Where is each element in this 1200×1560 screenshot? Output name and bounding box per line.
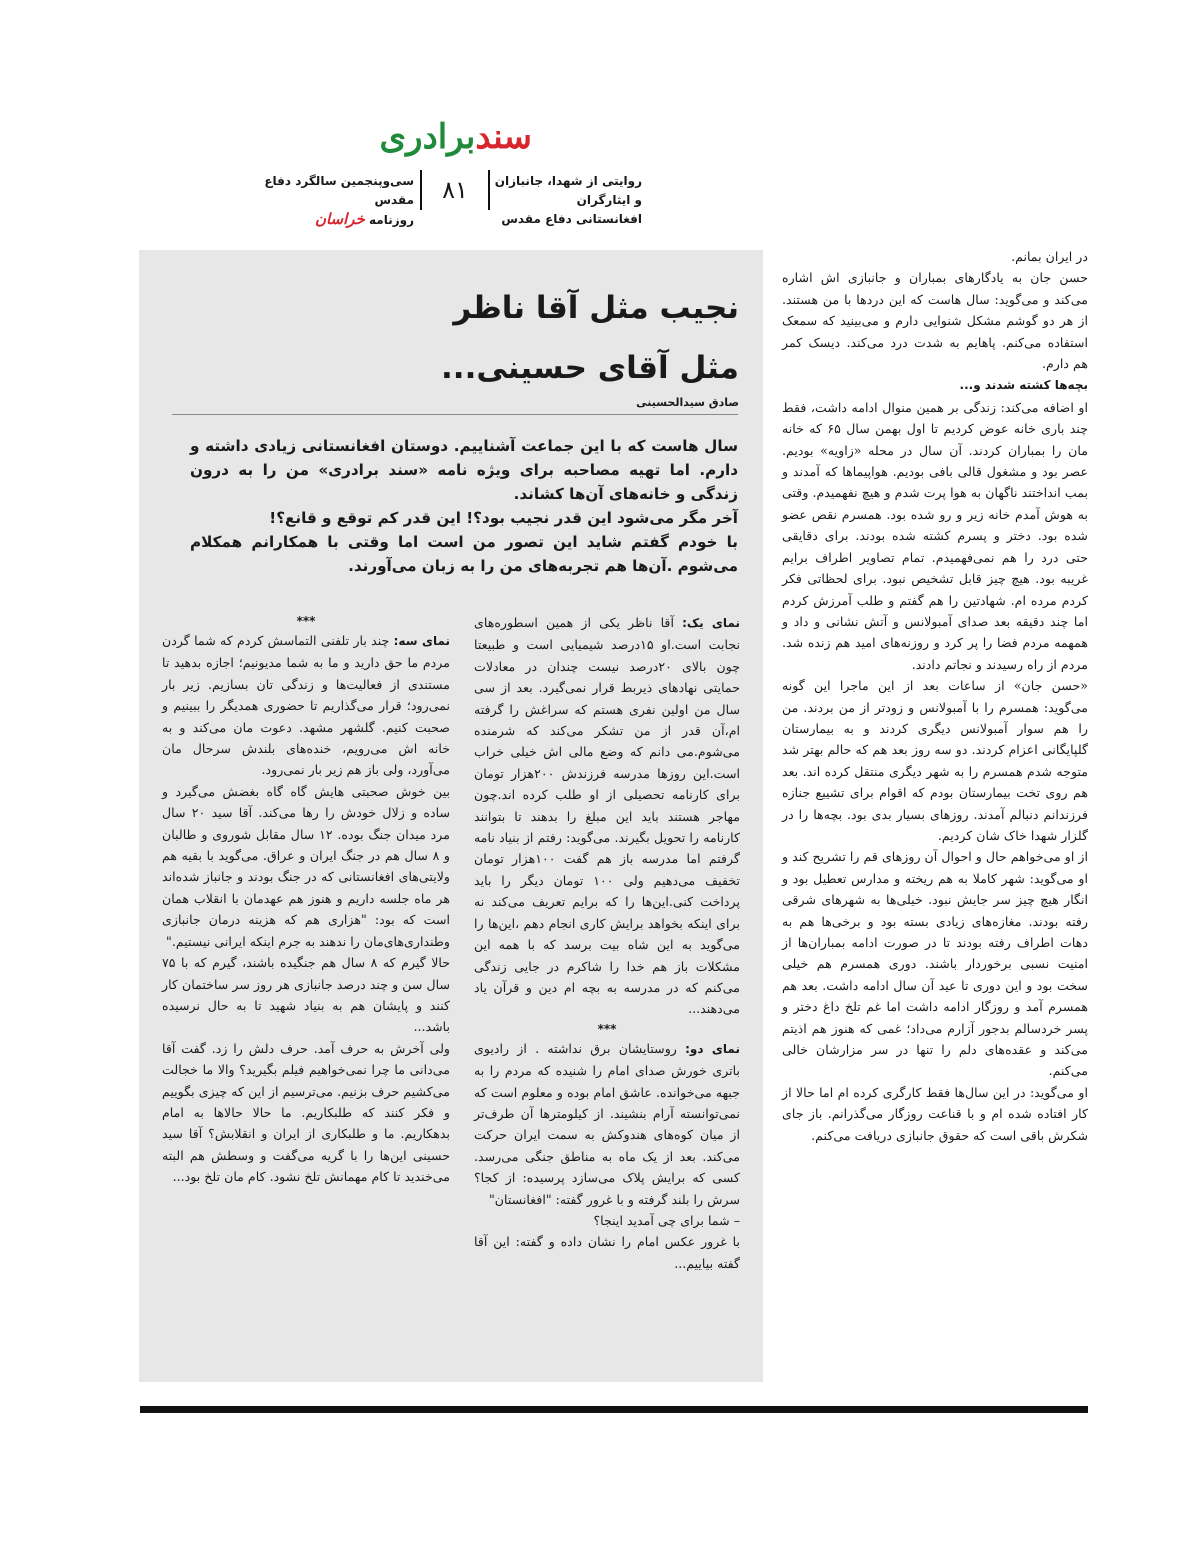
- paragraph: – شما برای چی آمدید اینجا؟: [593, 1212, 740, 1228]
- article-lead: [190, 434, 738, 578]
- tagline-line2: افغانستانی دفاع مقدس: [501, 212, 642, 226]
- logo-part-red: سند: [475, 117, 532, 157]
- logo-wordmark: [379, 117, 532, 157]
- right-text-column: [782, 246, 1088, 1146]
- paragraph: نمای یک: آقا ناظر یکی از همین اسطوره‌های نجابت است.او ۱۵درصد شیمیایی است و طبیعتا چون بالای ۲۰درصد نیست چندان در معادلات حمایتی نهادهای ذیربط قرار نمی‌گیرد. بعد از سی سال من اولین نفری هستم که سراغش را گرفته ام،آن قدر از من تشکر می‌کند که شرمنده می‌شوم.می دانم که وضع مالی اش خیلی خراب است.این روزها مدرسه فرزندش ۲۰۰هزار تومان برای کارنامه تحصیلی از او طلب کرده اند.چون مهاجر هستند باید این مبلغ را بدهند تا بتوانند کارنامه را تحویل بگیرند. می‌گوید: رفتم از بنیاد نامه گرفتم اما مدرسه باز هم گفت ۱۰۰هزار تومان تخفیف می‌دهیم ولی ۱۰۰ تومان دیگر را باید پرداخت کنی.این‌ها را که برایم تعریف می‌کند نه برای اینکه بخواهد برایش کاری انجام دهم ،این‌ها را می‌گوید به این شاه بیت برسد که با همه این مشکلات باز هم خدا را شاکرم در جایی زندگی می‌کنم که در مدرسه به بچه ام دین و قرآن یاد می‌دهند...: [474, 615, 740, 1017]
- newspaper-name: خراسان: [314, 210, 365, 228]
- paragraph: با غرور عکس امام را نشان داده و گفته: این آقا گفته بیاییم...: [474, 1234, 740, 1271]
- logo-part-green: برادری: [379, 117, 476, 157]
- left-text-column: [162, 612, 450, 1188]
- tagline-line1: روایتی از شهدا، جانبازان و ایثارگران: [494, 174, 642, 207]
- lead-paragraph: آخر مگر می‌شود این قدر نجیب بود؟! این قدر کم توقع و قانع؟!: [269, 509, 738, 527]
- paragraph: در ایران بمانم.: [1011, 249, 1088, 264]
- section-subheading: بچه‌ها کشته شدند و...: [959, 378, 1088, 393]
- header-tagline: [492, 172, 642, 229]
- scene-label: نمای سه:: [393, 634, 451, 648]
- section-separator: ***: [296, 614, 316, 628]
- paragraph: نمای سه: چند بار تلفنی التماسش کردم که شما گردن مردم ما حق دارید و ما به شما مدیونیم؛ اجازه بدهید تا مستندی از فعالیت‌ها و زندگی تان بسازیم. زیر بار نمی‌رود؛ قرار می‌گذاریم تا حضوری همدیگر را ببینیم و صحبت کنیم. گلشهر مشهد. دعوت مان می‌کند و به خانه اش می‌رویم، خنده‌های بلندش سرحال مان می‌آورد، ولی باز هم زیر بار نمی‌رود.: [162, 633, 451, 778]
- anniversary-text: سی‌وپنجمین سالگرد دفاع مقدس: [264, 174, 414, 207]
- scene-label: نمای دو:: [685, 1041, 740, 1056]
- paragraph: حسن جان به یادگارهای بمباران و جانبازی اش اشاره می‌کند و می‌گوید: سال هاست که این دردها با من هستند. از هر دو گوشم مشکل شنوایی دارم و می‌بینید که سمعک استفاده می‌کنم. پاهایم به شدت درد می‌کند. دیسک کمر هم دارم.: [782, 270, 1088, 372]
- section-separator: ***: [597, 1021, 617, 1036]
- paragraph: بین خوش صحبتی هایش گاه گاه بغضش می‌گیرد و ساده و زلال خودش را رها می‌کند. آقا سید ۲۰ سال مرد میدان جنگ بوده. ۱۲ سال مقابل شوروی و طالبان و ۸ سال هم در جنگ ایران و عراق. می‌گوید با بقیه هم ولایتی‌های افغانستانی که در جنگ بودند و جانباز شده‌اند هر ماه جلسه داریم و هنوز هم عهدمان با انقلاب همان است که بود: "هزاری هم که هزینه درمان جانبازی وطنداری‌های‌مان را ندهند به جرم اینکه ایرانی نیستیم.": [162, 783, 450, 949]
- paragraph: «حسن جان» از ساعات بعد از این ماجرا این گونه می‌گوید: همسرم را با آمبولانس و زودتر از من بردند. من را هم سوار آمبولانس دیگری کردند و به بیمارستان گلپایگانی اعزام کردند. دو سه روز بعد هم که حالم بهتر شد متوجه شدم همسرم را به شهر دیگری منتقل کرده اند. بعد هم روی تخت بیمارستان بودم که اقوام برای تشییع جنازه فرزندانم دنبالم آمدند. روزهای بسیار بدی بود. بچه‌ها را در گلزار شهدا خاک شان کردیم.: [782, 678, 1088, 843]
- middle-text-column: [474, 612, 740, 1274]
- paragraph: ولی آخرش به حرف آمد. حرف دلش را زد. گفت آقا می‌دانی ما چرا نمی‌خواهیم فیلم بگیرید؟ والا ما خجالت می‌کشیم حرف بزنیم. می‌ترسیم از این که چیزی بگوییم و فکر کنند که طلبکاریم. ما حالا حالاها به امام بدهکاریم. ما و طلبکاری از ایران و انقلابش؟ آقا سید حسینی این‌ها را با گریه می‌گفت و وسطش هم البته می‌خندید تا کام مهمانش تلخ نشود. کام مان تلخ بود...: [162, 1040, 450, 1185]
- paragraph: از او می‌خواهم حال و احوال آن روزهای قم را تشریح کند و او می‌گوید: شهر کاملا به هم ریخته و مدارس تعطیل بود و انگار هیچ چیز سر جایش نبود. خیلی‌ها به شهرهای شرقی رفته بودند. مغازه‌های زیادی بسته بود و برخی‌ها هم به دهات اطراف رفته بودند تا در صورت ادامه بمباران‌ها از امنیت نسبی برخوردار باشند. دوری همسرم هم خیلی سخت بود و این دوری تا عید آن سال ادامه داشت. بعد هم همسرم آمد و روزگار ادامه داشت اما غم تلخ داغ دختر و پسر خردسالم بدجور آزارم می‌داد؛ غمی که هنوز هم اذیتم می‌کند و عقده‌های دلم را تنها در سر مزارشان خالی می‌کنم.: [782, 849, 1088, 1079]
- paragraph: او می‌گوید: در این سال‌ها فقط کارگری کرده ام اما حالا از کار افتاده شده ام و با قناعت روزگار می‌گذرانم. باز جای شکرش باقی است که حقوق جانبازی دریافت می‌کنم.: [782, 1084, 1088, 1143]
- article-title-line2: مثل آقای حسینی...: [441, 350, 739, 386]
- article-author: صادق سیدالحسینی: [636, 396, 739, 409]
- lead-paragraph: با خودم گفتم شاید این تصور من است اما وقتی با همکارانم همکلام می‌شوم .آن‌ها هم تجربه‌های من را به زبان می‌آورند.: [190, 533, 738, 575]
- paragraph: او اضافه می‌کند: زندگی بر همین منوال ادامه داشت، فقط چند باری خانه عوض کردیم تا اول بهمن سال ۶۵ که خانه مان را بمباران کردند. آن سال در محله «زاویه» بودیم. عصر بود و مشغول قالی بافی بودیم. هواپیماها که آمدند و بمب انداختند ناگهان به هوا پرت شدم و هیچ نفهمیدم. وقتی به هوش آمدم خانه زیر و رو شده بود. همسرم نقص عضو شده بود. دختر و پسرم کشته شده بودند. برای دقایقی حتی درد را هم نمی‌فهمیدم. تمام تصاویر اطراف برایم غریبه بود. هیچ چیز قابل تشخیص نبود. برای لحظاتی فکر کردم مرده ام. شهادتین را هم گفتم و طلب آمرزش کردم اما چند دقیقه بعد صدای آمبولانس و آتش نشانی و داد و همهمه مردم فضا را پر کرد و روزنه‌های امید هم زنده شد. مردم از راه رسیدند و نجاتم دادند.: [782, 399, 1088, 672]
- scene-label: نمای یک:: [682, 616, 740, 630]
- newspaper-line: [248, 210, 414, 230]
- divider: [172, 414, 738, 415]
- header-publication-info: [248, 172, 414, 230]
- article-title-line1: نجیب مثل آقا ناظر: [453, 290, 739, 326]
- page-number: ۸۱: [420, 170, 490, 210]
- lead-paragraph: سال هاست که با این جماعت آشناییم. دوستان افغانستانی زیادی داشته و دارم. اما تهیه مصاحبه برای ویژه نامه «سند برادری» من را به درون زندگی و خانه‌های آن‌ها کشاند.: [190, 437, 738, 503]
- paragraph: نمای دو: روستایشان برق نداشته . از رادیوی باتری خورش صدای امام را شنیده که مردم را به جبهه می‌خوانده. عاشق امام بوده و معلوم است که نمی‌توانسته آرام بنشیند. از کیلومترها آن طرف‌تر از میان کوه‌های هندوکش به سمت ایران حرکت می‌کند. بعد از یک ماه به مناطق جنگی می‌رسد. کسی که برایش پلاک می‌سازد پرسیده: از کجا؟ سرش را بلند گرفته و با غرور گفته: "افغانستان": [474, 1040, 740, 1207]
- footer-rule: [140, 1406, 1088, 1413]
- paragraph: حالا گیرم که ۸ سال هم جنگیده باشند، گیرم که با ۷۵ سال سن و چند درصد جانبازی هر روز سر ساختمان کار کنند و پایشان هم به بنیاد شهید تا به حال نرسیده باشد...: [162, 955, 450, 1035]
- publication-logo: [372, 117, 532, 158]
- newspaper-prefix: روزنامه: [369, 213, 414, 227]
